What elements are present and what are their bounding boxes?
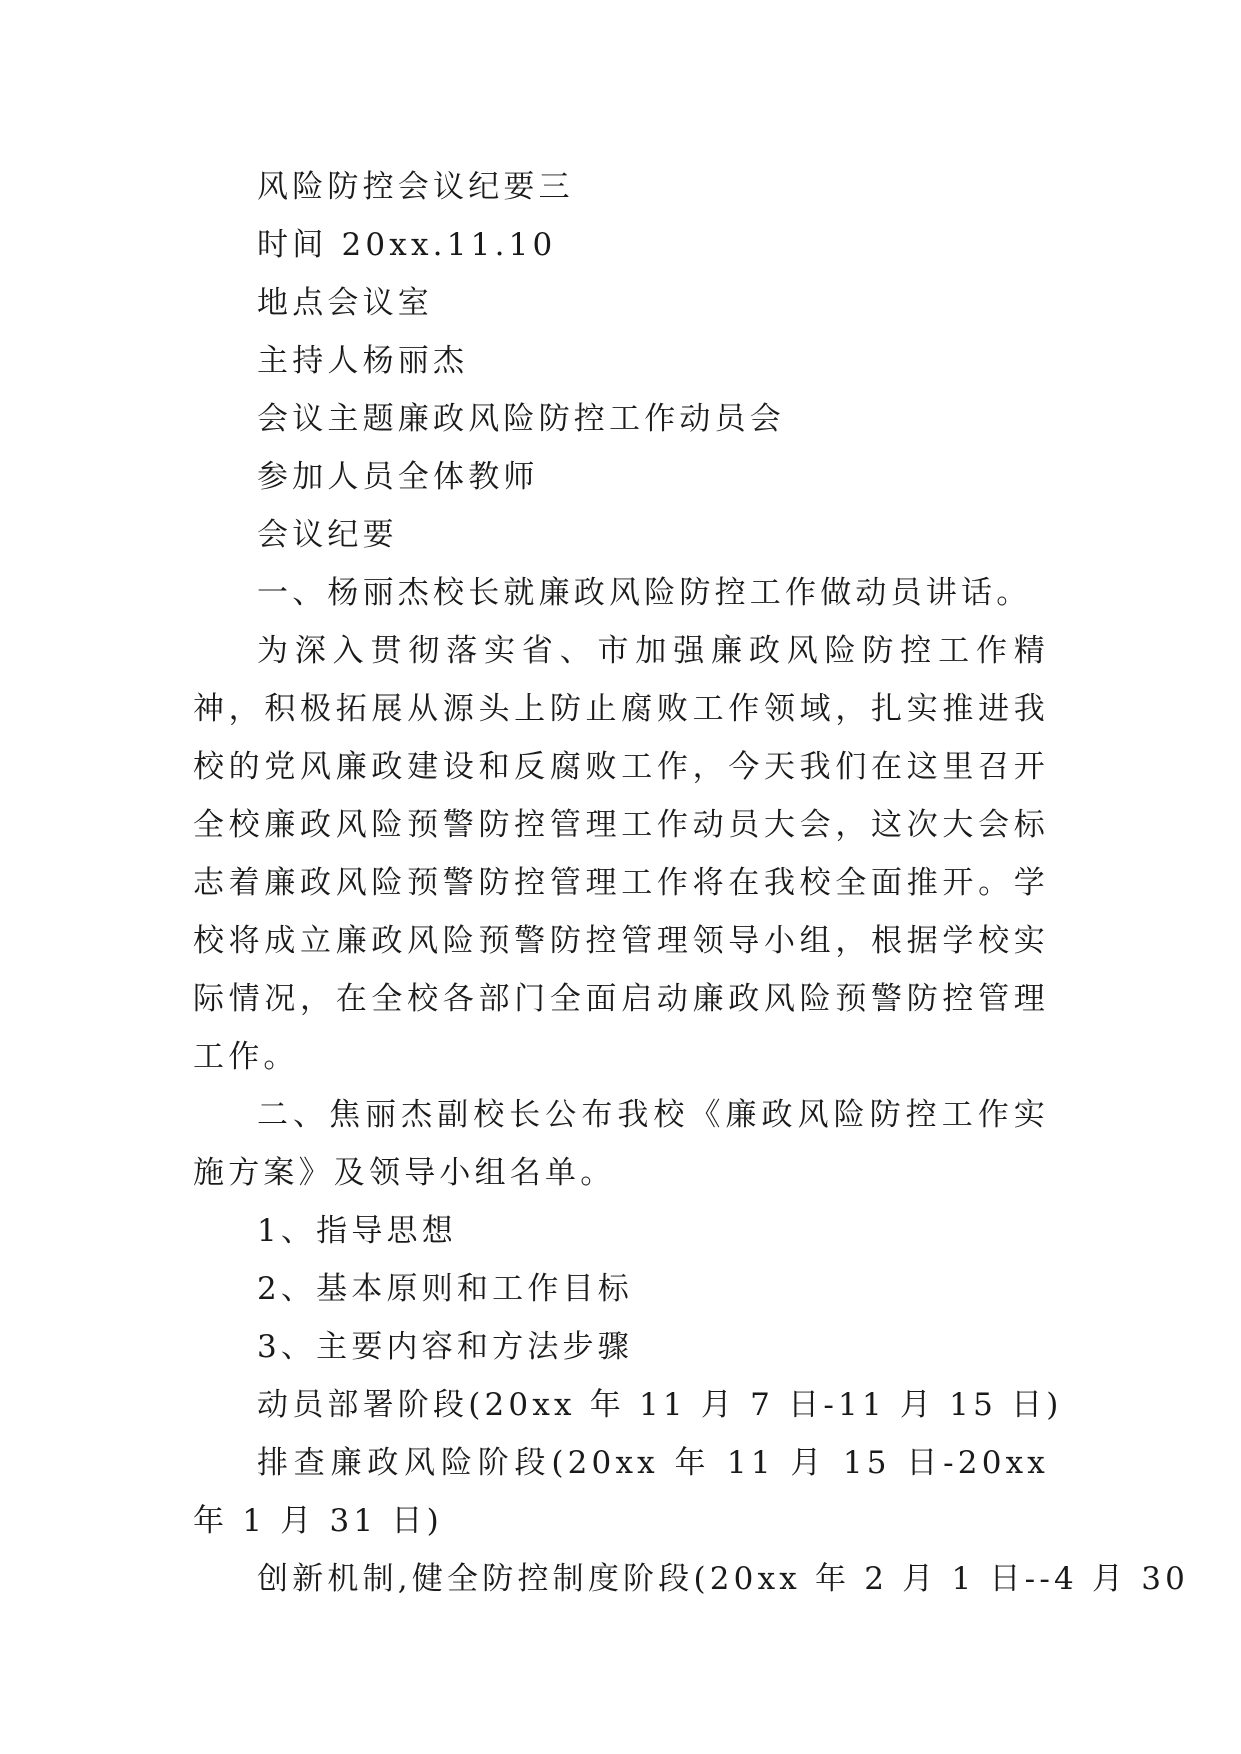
document-title: 风险防控会议纪要三 [257, 169, 574, 205]
stage-three: 创新机制,健全防控制度阶段(20xx 年 2 月 1 日--4 月 30 [257, 1561, 1190, 1597]
sub-item-three: 3、主要内容和方法步骤 [257, 1329, 633, 1365]
minutes-heading: 会议纪要 [257, 517, 398, 553]
meeting-topic: 会议主题廉政风险防控工作动员会 [257, 401, 785, 437]
stage-one: 动员部署阶段(20xx 年 11 月 7 日-11 月 15 日) [257, 1387, 1063, 1423]
item-one: 一、杨丽杰校长就廉政风险防控工作做动员讲话。 [257, 575, 1032, 611]
meeting-time: 时间 20xx.11.10 [257, 227, 557, 263]
meeting-location: 地点会议室 [257, 285, 433, 321]
meeting-attendees: 参加人员全体教师 [257, 459, 539, 495]
stage-two: 排查廉政风险阶段(20xx 年 11 月 15 日-20xx 年 1 月 31 日) [193, 1445, 1049, 1539]
item-two: 二、焦丽杰副校长公布我校《廉政风险防控工作实施方案》及领导小组名单。 [193, 1097, 1049, 1191]
paragraph-one: 为深入贯彻落实省、市加强廉政风险防控工作精神，积极拓展从源头上防止腐败工作领域，扎实推进我校的党风廉政建设和反腐败工作，今天我们在这里召开全校廉政风险预警防控管理工作动员大会，这次大会标志着廉政风险预警防控管理工作将在我校全面推开。学校将成立廉政风险预警防控管理领导小组，根据学校实际情况，在全校各部门全面启动廉政风险预警防控管理工作。 [193, 633, 1049, 1075]
sub-item-two: 2、基本原则和工作目标 [257, 1271, 633, 1307]
document-body [193, 158, 1190, 1608]
sub-item-one: 1、指导思想 [257, 1213, 457, 1249]
meeting-host: 主持人杨丽杰 [257, 343, 469, 379]
